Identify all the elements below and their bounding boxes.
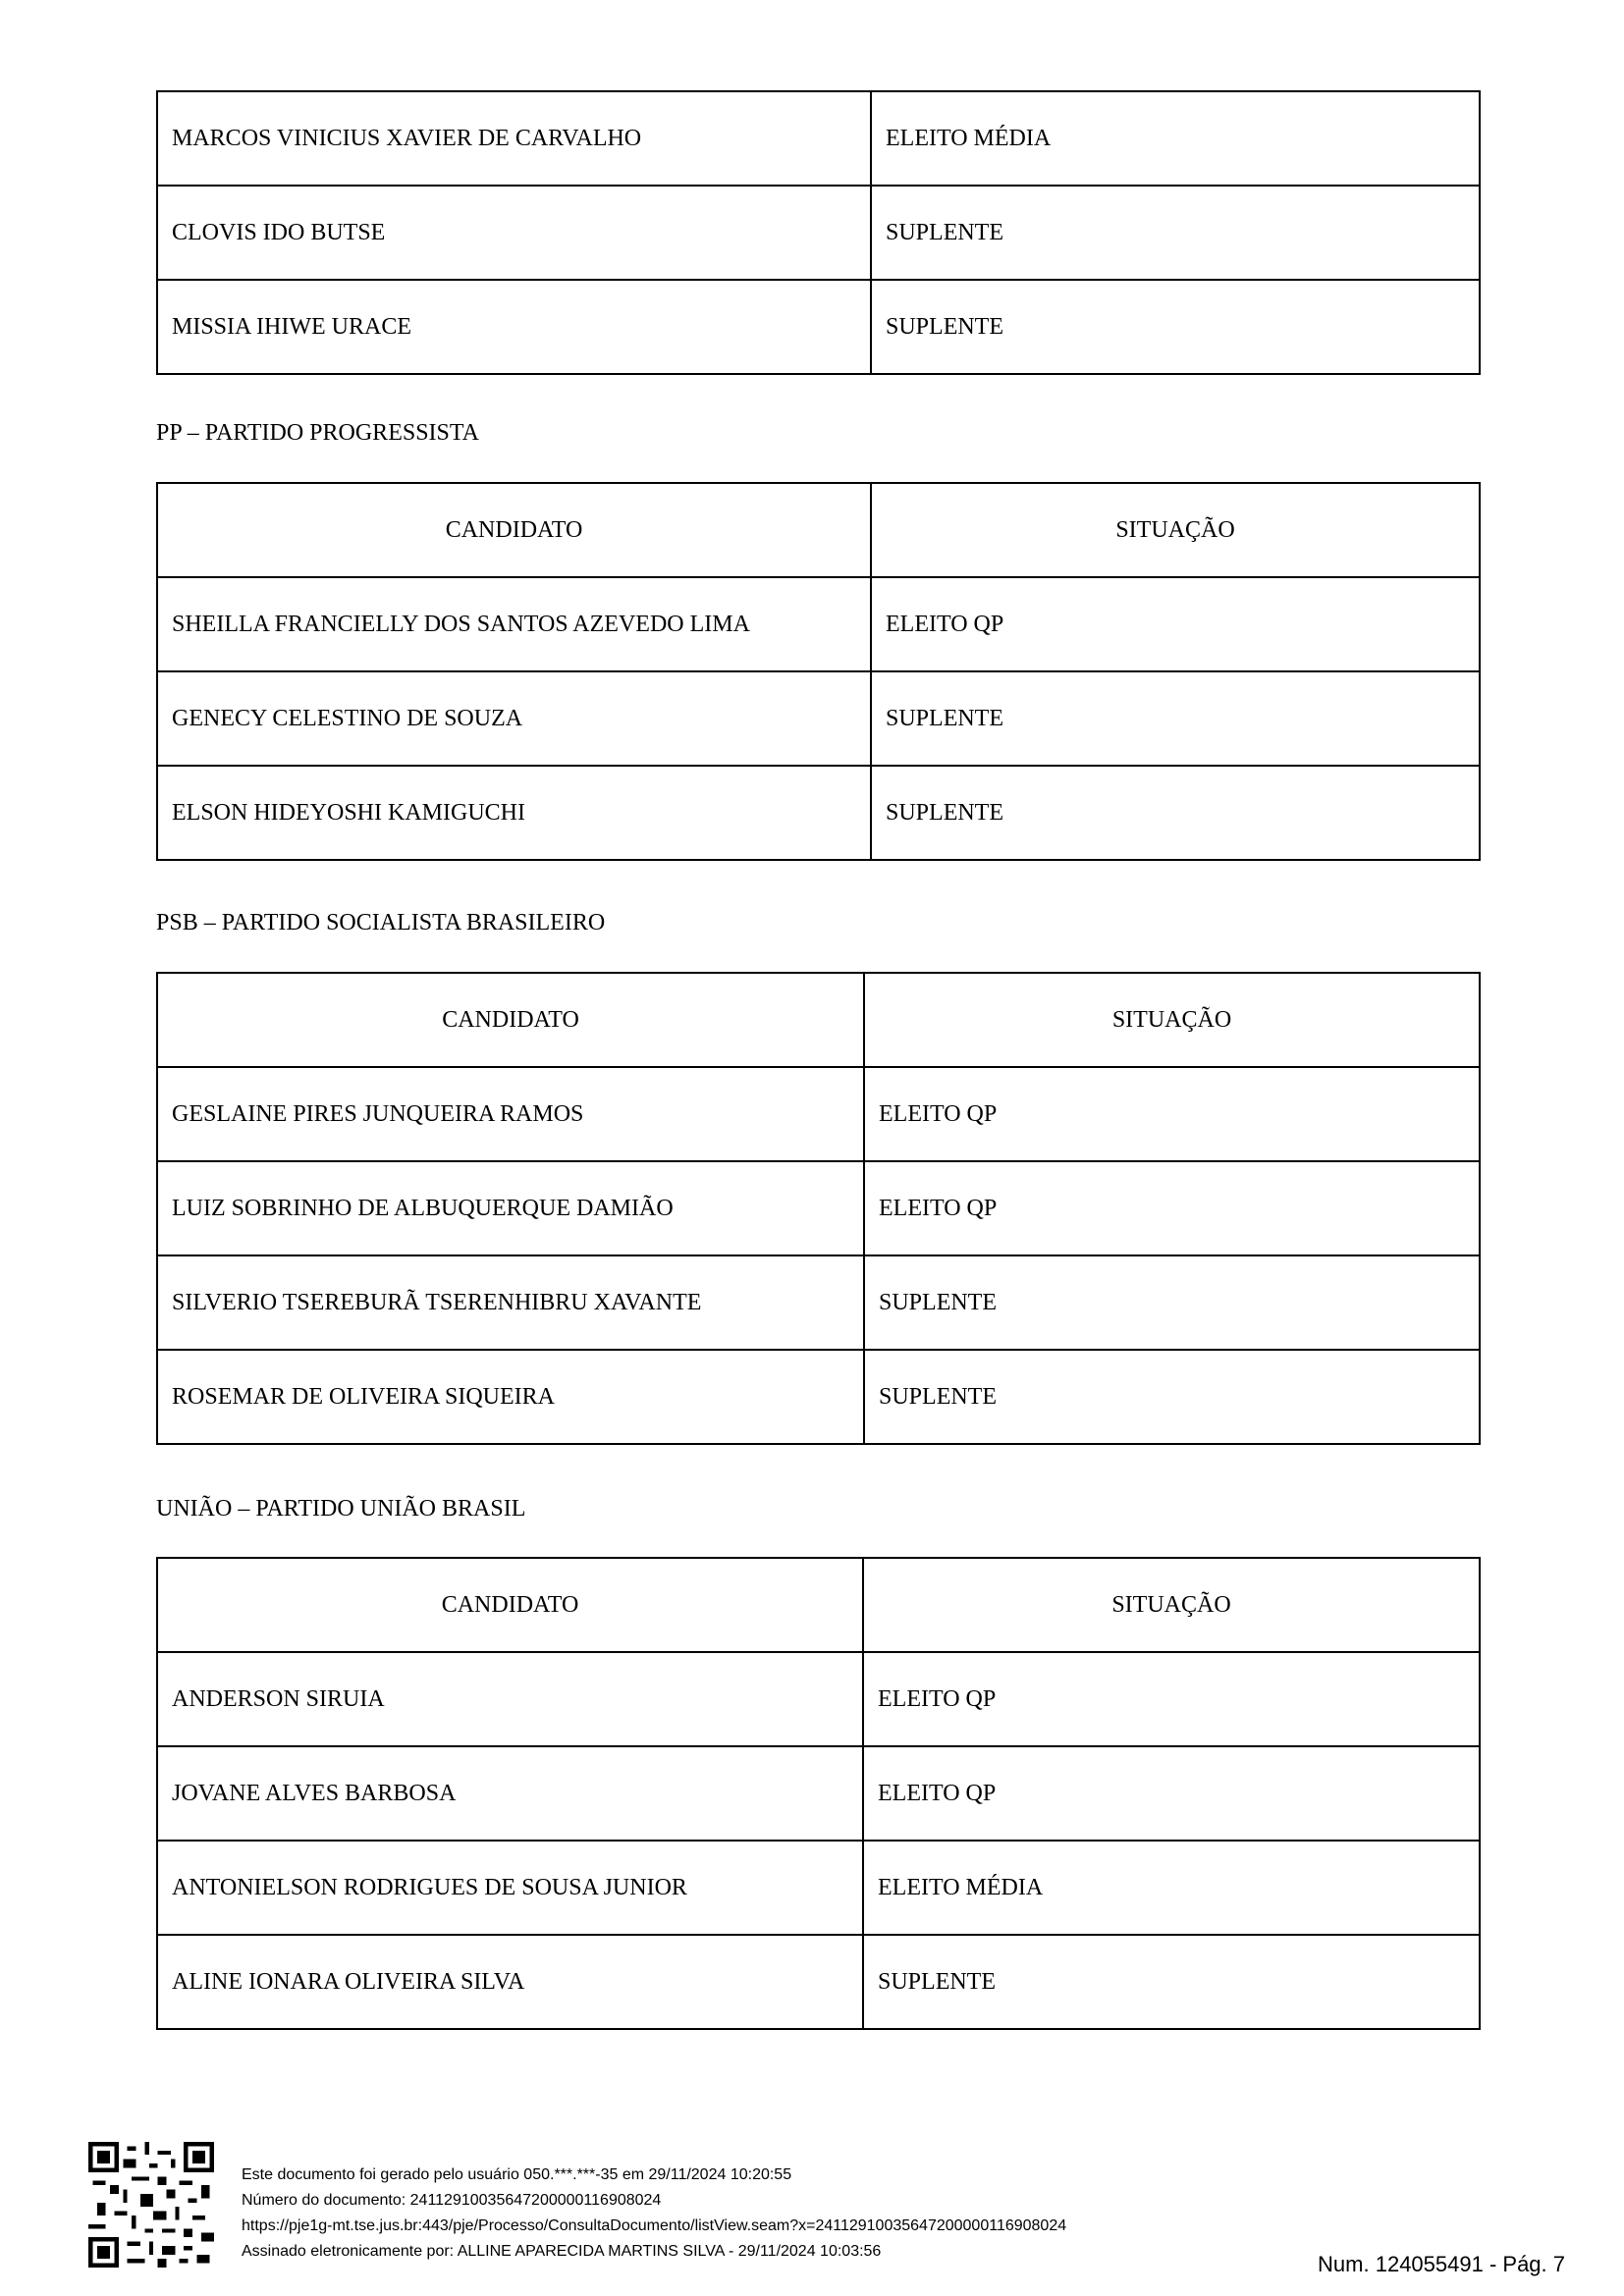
candidate-status: SUPLENTE: [871, 280, 1480, 374]
candidate-name: ROSEMAR DE OLIVEIRA SIQUEIRA: [157, 1350, 864, 1444]
column-header-candidate: CANDIDATO: [157, 973, 864, 1067]
table-row: [157, 1746, 1480, 1841]
candidate-name: JOVANE ALVES BARBOSA: [157, 1746, 863, 1841]
candidate-status: SUPLENTE: [871, 186, 1480, 280]
candidate-name: MISSIA IHIWE URACE: [157, 280, 871, 374]
candidates-table-psb: [156, 972, 1481, 1445]
table-row: [157, 1652, 1480, 1746]
party-title-psb: PSB – PARTIDO SOCIALISTA BRASILEIRO: [156, 910, 606, 935]
page-number: Num. 124055491 - Pág. 7: [1318, 2252, 1565, 2276]
candidate-name: LUIZ SOBRINHO DE ALBUQUERQUE DAMIÃO: [157, 1161, 864, 1255]
candidate-status: SUPLENTE: [864, 1255, 1480, 1350]
column-header-status: SITUAÇÃO: [871, 483, 1480, 577]
candidate-name: ANDERSON SIRUIA: [157, 1652, 863, 1746]
column-header-candidate: CANDIDATO: [157, 1558, 863, 1652]
table-row: [157, 1067, 1480, 1161]
column-header-candidate: CANDIDATO: [157, 483, 871, 577]
candidate-status: ELEITO QP: [863, 1746, 1480, 1841]
table-row: [157, 1841, 1480, 1935]
candidate-name: SILVERIO TSEREBURÃ TSERENHIBRU XAVANTE: [157, 1255, 864, 1350]
candidate-status: SUPLENTE: [871, 671, 1480, 766]
table-row: [157, 186, 1480, 280]
footer-signed-by: Assinado eletronicamente por: ALLINE APARECIDA MARTINS SILVA - 29/11/2024 10:03:56: [242, 2243, 882, 2260]
table-row: [157, 671, 1480, 766]
column-header-status: SITUAÇÃO: [864, 973, 1480, 1067]
party-title-uniao: UNIÃO – PARTIDO UNIÃO BRASIL: [156, 1496, 526, 1522]
table-row: [157, 1935, 1480, 2029]
candidate-name: GENECY CELESTINO DE SOUZA: [157, 671, 871, 766]
table-row: [157, 1161, 1480, 1255]
table-row: [157, 766, 1480, 860]
table-row: [157, 1255, 1480, 1350]
candidate-status: ELEITO MÉDIA: [863, 1841, 1480, 1935]
candidate-name: ALINE IONARA OLIVEIRA SILVA: [157, 1935, 863, 2029]
candidate-status: ELEITO QP: [863, 1652, 1480, 1746]
table-row: [157, 1350, 1480, 1444]
footer-generated-by: Este documento foi gerado pelo usuário 050.***.***-35 em 29/11/2024 10:20:55: [242, 2166, 792, 2183]
candidate-status: ELEITO QP: [864, 1161, 1480, 1255]
candidate-status: SUPLENTE: [863, 1935, 1480, 2029]
qr-code-icon: [88, 2142, 214, 2268]
candidate-status: SUPLENTE: [864, 1350, 1480, 1444]
candidates-table-pp: [156, 482, 1481, 861]
column-header-status: SITUAÇÃO: [863, 1558, 1480, 1652]
candidate-name: ELSON HIDEYOSHI KAMIGUCHI: [157, 766, 871, 860]
candidate-status: ELEITO QP: [864, 1067, 1480, 1161]
candidate-name: ANTONIELSON RODRIGUES DE SOUSA JUNIOR: [157, 1841, 863, 1935]
candidates-table-continued: [156, 90, 1481, 375]
party-title-pp: PP – PARTIDO PROGRESSISTA: [156, 420, 479, 446]
table-header-row: [157, 973, 1480, 1067]
document-footer: [242, 2163, 1066, 2265]
table-header-row: [157, 1558, 1480, 1652]
candidate-name: GESLAINE PIRES JUNQUEIRA RAMOS: [157, 1067, 864, 1161]
candidate-name: SHEILLA FRANCIELLY DOS SANTOS AZEVEDO LIMA: [157, 577, 871, 671]
candidates-table-uniao: [156, 1557, 1481, 2030]
footer-document-number: Número do documento: 24112910035647200000116908024: [242, 2192, 662, 2209]
candidate-name: CLOVIS IDO BUTSE: [157, 186, 871, 280]
footer-document-url: https://pje1g-mt.tse.jus.br:443/pje/Processo/ConsultaDocumento/listView.seam?x=24112910035647200000116908024: [242, 2217, 1067, 2234]
candidate-status: ELEITO QP: [871, 577, 1480, 671]
table-header-row: [157, 483, 1480, 577]
table-row: [157, 280, 1480, 374]
candidate-status: ELEITO MÉDIA: [871, 91, 1480, 186]
candidate-name: MARCOS VINICIUS XAVIER DE CARVALHO: [157, 91, 871, 186]
table-row: [157, 577, 1480, 671]
candidate-status: SUPLENTE: [871, 766, 1480, 860]
table-row: [157, 91, 1480, 186]
